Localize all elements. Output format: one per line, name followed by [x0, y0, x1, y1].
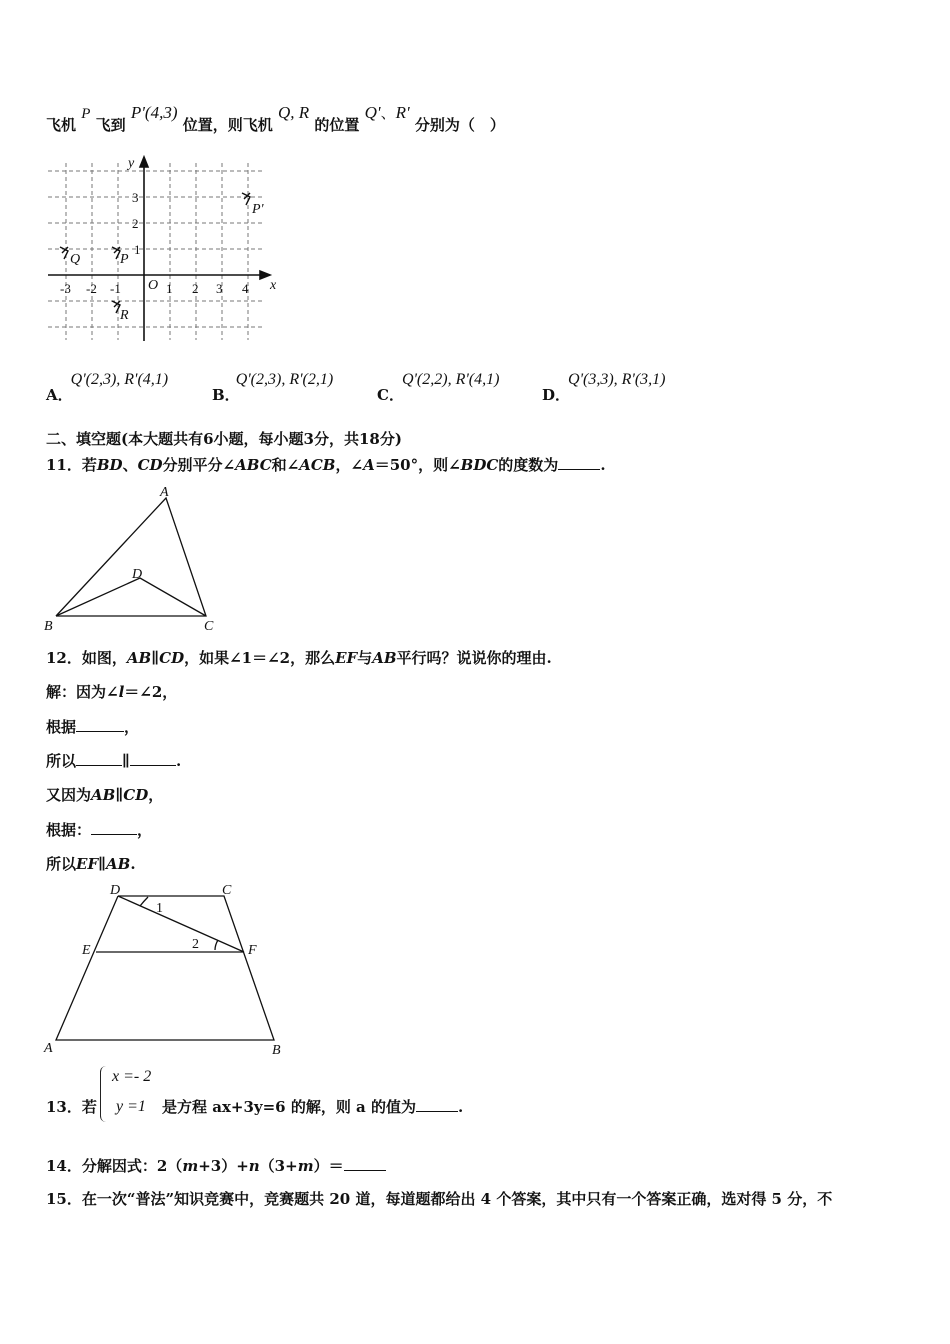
q12-text: .: [175, 752, 182, 770]
q12-line-7: [46, 853, 136, 874]
q11-label-b: B: [44, 619, 53, 634]
q10-q-r: Q, R: [277, 103, 310, 122]
q13-equation-system: [100, 1066, 170, 1124]
option-a[interactable]: [46, 368, 169, 404]
q12-ef-ab: EF∥AB: [76, 855, 131, 873]
q12-ef: EF: [335, 649, 358, 667]
q10-sep: 、: [380, 104, 396, 122]
q11-bdc: BDC: [460, 456, 499, 474]
q11-text: ，∠: [335, 456, 364, 474]
q12-label-b: B: [272, 1043, 281, 1058]
q10-text-d: 的位置: [314, 116, 360, 134]
q10-text-b: 飞到: [95, 116, 126, 134]
q11-triangle-figure: [40, 482, 230, 634]
option-b-label: B．: [212, 386, 240, 404]
q12-text: ，如果∠1＝∠2，那么: [184, 649, 336, 667]
q12-text: 根据：: [46, 821, 92, 839]
grid-x-tick: -3: [60, 281, 71, 296]
answer-blank[interactable]: [76, 751, 122, 766]
q10-p-prime-coord: P'(4,3): [130, 103, 178, 122]
q12-trapezoid-figure: [40, 878, 300, 1060]
q11-prompt: [46, 454, 606, 475]
q14-n: n: [248, 1157, 260, 1175]
answer-blank[interactable]: [91, 820, 137, 835]
q12-line-5: [46, 784, 163, 805]
q10-text-a: 飞机: [46, 116, 77, 134]
q12-ab-cd: AB∥CD: [91, 786, 149, 804]
grid-x-tick: 1: [166, 281, 173, 296]
q12-angle-2: 2: [192, 937, 199, 952]
q11-cd: CD: [137, 456, 163, 474]
grid-point-q: Q: [70, 252, 81, 267]
q10-prompt: [46, 103, 505, 135]
grid-origin: O: [148, 278, 159, 293]
q12-text: ＝∠2，: [124, 683, 178, 701]
q12-label-d: D: [110, 883, 121, 898]
brace: [100, 1066, 109, 1122]
q13-end: .: [458, 1098, 464, 1116]
q12-text: 所以: [46, 752, 77, 770]
answer-blank[interactable]: [130, 751, 176, 766]
q12-text: 与: [357, 649, 373, 667]
q12-label-e: E: [82, 943, 91, 958]
q11-abc: ABC: [235, 456, 272, 474]
plane-icon: [60, 247, 68, 259]
q11-label-c: C: [204, 619, 214, 634]
q12-text: ，: [124, 718, 140, 736]
q12-text: ，: [148, 786, 164, 804]
q12-ab-cd: AB∥CD: [126, 649, 185, 667]
q12-angle-l: l: [118, 683, 125, 701]
q12-ab: AB: [372, 649, 397, 667]
grid-y-tick: 2: [132, 216, 139, 231]
option-d-value: Q'(3,3), R'(3,1): [568, 371, 666, 388]
q12-text: 解：因为∠: [46, 683, 119, 701]
q14-prompt: [46, 1155, 386, 1176]
q12-text: .: [130, 855, 136, 873]
q11-acb: ACB: [299, 456, 336, 474]
q11-label-a: A: [160, 485, 169, 500]
option-d-label: D．: [542, 386, 571, 404]
grid-y-tick: 1: [134, 242, 141, 257]
option-c-value: Q'(2,2), R'(4,1): [401, 371, 500, 388]
q12-line-3: [46, 716, 139, 737]
section-heading: 二、填空题(本大题共有6小题，每小题3分，共18分): [46, 430, 402, 448]
q12-label-f: F: [248, 943, 257, 958]
plane-icon: [242, 193, 250, 205]
q11-num: 11．若: [46, 456, 97, 474]
q13-prompt: [162, 1096, 463, 1117]
option-a-value: Q'(2,3), R'(4,1): [70, 371, 169, 388]
grid-point-p: P: [120, 252, 129, 267]
option-c[interactable]: [377, 368, 500, 404]
q12-line-2: [46, 681, 177, 702]
q12-text: 所以: [46, 855, 77, 873]
answer-blank[interactable]: [344, 1156, 386, 1171]
q11-sep: 、: [122, 456, 138, 474]
q11-text: 和∠: [271, 456, 300, 474]
q13-text: 是方程 ax+3y=6 的解，则 a 的值为: [162, 1098, 416, 1116]
q14-text: ）＝: [313, 1157, 344, 1175]
q15-prompt: 15．在一次“普法”知识竞赛中，竞赛题共 20 道，每道题都给出 4 个答案，其中只有一个答案正确，选对得 5 分，不: [46, 1190, 833, 1208]
option-c-label: C．: [377, 386, 404, 404]
plane-icon: [112, 301, 120, 313]
grid-point-p-prime: P': [252, 202, 264, 217]
grid-x-tick: -2: [86, 281, 97, 296]
grid-x-tick: 3: [216, 281, 223, 296]
q11-text: 分别平分∠: [162, 456, 236, 474]
grid-x-label: x: [270, 278, 277, 293]
q13-eq-1: x =- 2: [112, 1068, 152, 1085]
q14-text: （3+: [259, 1157, 298, 1175]
q11-text: 的度数为: [498, 456, 559, 474]
q14-m: m: [297, 1157, 314, 1175]
grid-point-r: R: [120, 308, 129, 323]
q10-grid-figure: [44, 155, 279, 345]
q12-text: 根据: [46, 718, 77, 736]
grid-y-label: y: [128, 156, 135, 171]
q14-m: m: [182, 1157, 199, 1175]
q11-a: A: [363, 456, 375, 474]
q12-parallel: ∥: [122, 752, 130, 770]
q12-label-c: C: [222, 883, 232, 898]
q10-var-p: P: [81, 106, 91, 122]
answer-blank[interactable]: [416, 1097, 458, 1112]
q12-prompt: [46, 647, 552, 668]
q12-text: 12．如图，: [46, 649, 127, 667]
option-a-label: A．: [46, 386, 73, 404]
option-d[interactable]: [542, 368, 666, 404]
q14-text: +3）+: [198, 1157, 249, 1175]
option-b[interactable]: [212, 368, 334, 404]
q12-line-6: [46, 819, 152, 840]
q14-text: 14．分解因式：2（: [46, 1157, 183, 1175]
answer-blank[interactable]: [76, 717, 124, 732]
q11-end: .: [600, 456, 606, 474]
q12-label-a: A: [44, 1041, 53, 1056]
q10-text-c: 位置，则飞机: [182, 116, 273, 134]
q13-eq-2: y =1: [116, 1098, 146, 1115]
q10-text-e: 分别为（ ）: [414, 116, 505, 134]
q12-text: 平行吗？说说你的理由.: [396, 649, 552, 667]
q11-bd: BD: [96, 456, 123, 474]
q11-label-d: D: [132, 567, 143, 582]
grid-x-tick: 4: [242, 281, 249, 296]
grid-y-tick: 3: [132, 190, 139, 205]
q10-r-prime: R': [395, 103, 410, 122]
grid-x-tick: -1: [110, 281, 121, 296]
q10-q-prime: Q': [364, 103, 381, 122]
q11-text: ＝50°，则∠: [374, 456, 461, 474]
answer-blank[interactable]: [558, 455, 600, 470]
q12-text: ，: [137, 821, 153, 839]
q12-angle-1: 1: [156, 901, 163, 916]
q13-num: 13．若: [46, 1098, 97, 1116]
grid-x-tick: 2: [192, 281, 199, 296]
option-b-value: Q'(2,3), R'(2,1): [235, 371, 334, 388]
q12-line-4: [46, 750, 181, 771]
q12-text: 又因为: [46, 786, 92, 804]
